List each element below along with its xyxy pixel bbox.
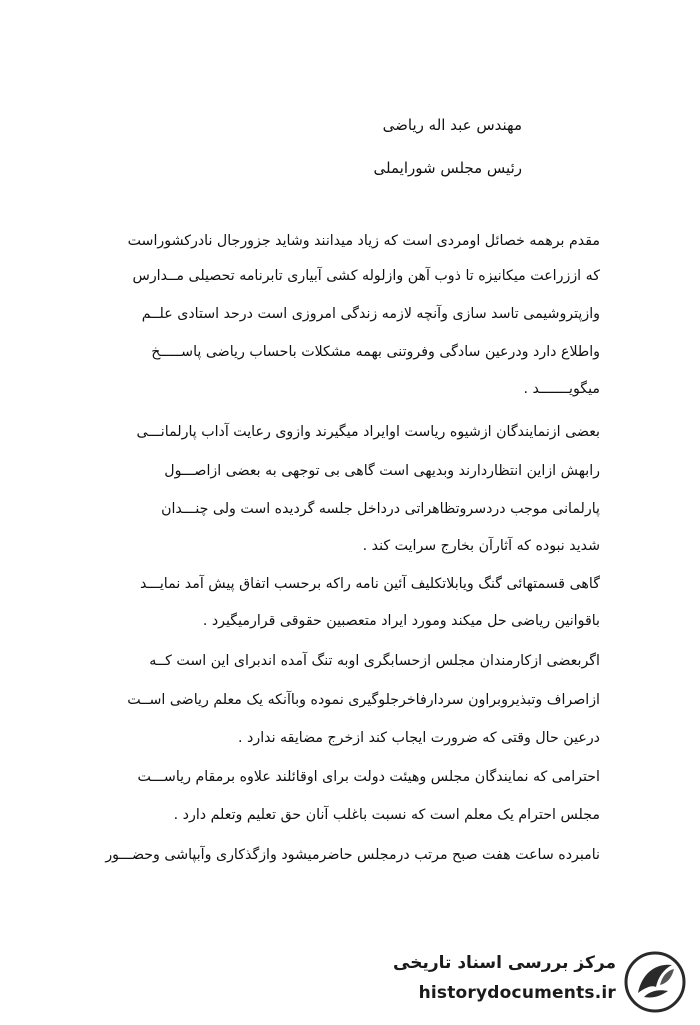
recipient-title: رئیس مجلس شورایملی (373, 159, 522, 177)
watermark-url: historydocuments.ir (418, 983, 616, 1003)
letter-line: نامبرده ساعت هفت صبح مرتب درمجلس حاضرمیشود وازگذکاری وآبپاشی وحضـــور (105, 847, 600, 863)
letter-line: احترامی که نمایندگان مجلس وهیئت دولت برای اوقائلند علاوه برمقام ریاســـت (137, 769, 600, 785)
watermark (386, 951, 686, 1013)
letter-line: وازپتروشیمی تاسد سازی وآنچه لازمه زندگی امروزی است درحد استادی علــم (141, 306, 600, 322)
letter-line: مجلس احترام یک معلم است که نسبت باغلب آنان حق تعلیم وتعلم دارد . (173, 807, 600, 823)
letter-line: واطلاع دارد ودرعین سادگی وفروتنی بهمه مشکلات باحساب ریاضی پاســـــخ (151, 344, 600, 360)
letter-line: شدید نبوده که آثارآن بخارج سرایت کند . (362, 538, 600, 554)
letter-line: باقوانین ریاضی حل میکند ومورد ایراد متعصبین حقوقی قرارمیگیرد . (202, 613, 600, 629)
letter-line: مقدم برهمه خصائل اومردی است که زیاد میدانند وشاید جزورجال نادرکشوراست (127, 233, 600, 249)
letter-line: بعضی ازنمایندگان ازشیوه ریاست اوایراد میگیرند وازوی رعایت آداب پارلمانـــی (136, 424, 600, 440)
letter-line: ازاصراف وتبذیروبراون سردارفاخرجلوگیری نموده وباآنکه یک معلم ریاضی اســت (127, 692, 600, 708)
letter-line: پارلمانی موجب دردسروتظاهراتی درداخل جلسه گردیده است ولی چنـــدان (161, 501, 600, 517)
letter-line: که اززراعت میکانیزه تا ذوب آهن وازلوله کشی آبیاری تابرنامه تحصیلی مــدارس (132, 268, 600, 284)
recipient-name: مهندس عبد اله ریاضی (382, 116, 522, 134)
archive-logo-icon (624, 951, 686, 1013)
watermark-title: مرکز بررسی اسناد تاریخی (393, 953, 616, 973)
letter-line: میگویـــــــد . (523, 381, 600, 397)
letter-line: گاهی قسمتهائی گنگ ویابلاتکلیف آئین نامه راکه برحسب اتفاق پیش آمد نمایـــد (139, 576, 600, 592)
letter-line: درعین حال وقتی که ضرورت ایجاب کند ازخرج مضایقه ندارد . (238, 730, 600, 746)
letter-line: رابهش ازاین انتظاردارند وبدیهی است گاهی بی توجهی به بعضی ازاصـــول (164, 463, 600, 479)
letter-line: اگربعضی ازکارمندان مجلس ازحسابگری اوبه تنگ آمده اندبرای این است کــه (149, 653, 600, 669)
